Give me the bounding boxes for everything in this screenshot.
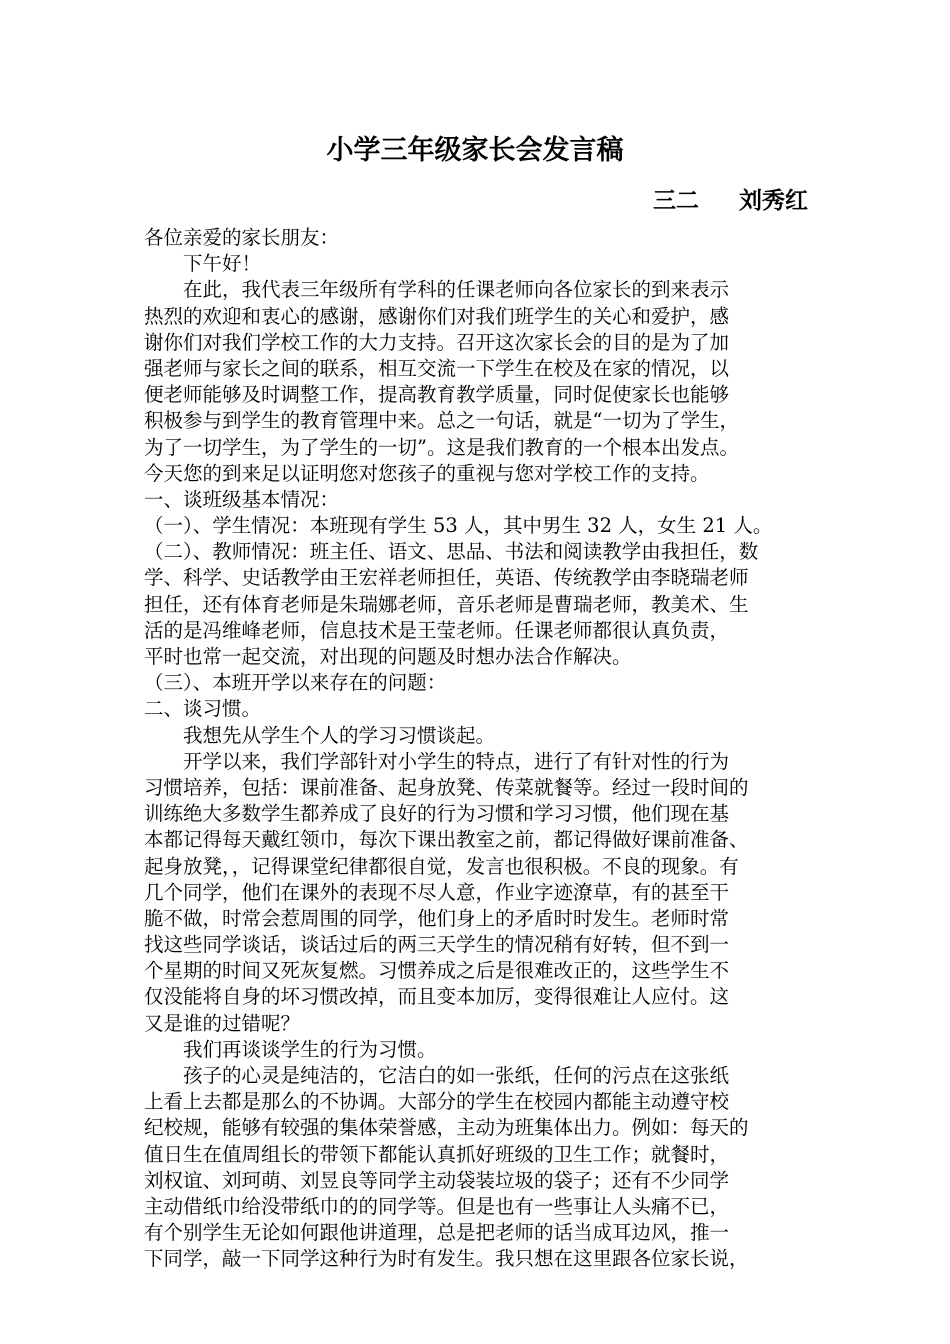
text-line: 一、谈班级基本情况： (144, 487, 340, 511)
text-line: 开学以来，我们学部针对小学生的特点，进行了有针对性的行为 (144, 749, 730, 773)
text-line: 几个同学，他们在课外的表现不尽人意，作业字迹潦草，有的甚至干 (144, 880, 730, 904)
text-line: 谢你们对我们学校工作的大力支持。召开这次家长会的目的是为了加 (144, 330, 730, 354)
text-line: 担任，还有体育老师是朱瑞娜老师，音乐老师是曹瑞老师，教美术、生 (144, 592, 749, 616)
text-line: 仅没能将自身的坏习惯改掉，而且变本加厉，变得很难让人应付。这 (144, 985, 730, 1009)
text-line: 纪校规，能够有较强的集体荣誉感，主动为班集体出力。例如：每天的 (144, 1116, 749, 1140)
text-line: 刘权谊、刘珂萌、刘昱良等同学主动袋装垃圾的袋子；还有不少同学 (144, 1168, 730, 1192)
text-line: 为了一切学生，为了学生的一切”。这是我们教育的一个根本出发点。 (144, 435, 739, 459)
text-line: （三）、本班开学以来存在的问题： (144, 671, 447, 695)
text-line: 上看上去都是那么的不协调。大部分的学生在校园内都能主动遵守校 (144, 1090, 730, 1114)
text-line: 习惯培养，包括：课前准备、起身放凳、传菜就餐等。经过一段时间的 (144, 775, 749, 799)
text-line: 热烈的欢迎和衷心的感谢，感谢你们对我们班学生的关心和爱护，感 (144, 304, 730, 328)
text-line: 下午好！ (144, 252, 262, 276)
text-line: 值日生在值周组长的带领下都能认真抓好班级的卫生工作；就餐时， (144, 1142, 730, 1166)
text-line: 二、谈习惯。 (144, 697, 262, 721)
text-line: 训练绝大多数学生都养成了良好的行为习惯和学习习惯，他们现在基 (144, 802, 730, 826)
text-line: 各位亲爱的家长朋友： (144, 226, 340, 249)
text-line: 脆不做，时常会惹周围的同学，他们身上的矛盾时时发生。老师时常 (144, 906, 730, 930)
text-line: 平时也常一起交流，对出现的问题及时想办法合作解决。 (144, 645, 632, 668)
text-line: 有个别学生无论如何跟他讲道理，总是把老师的话当成耳边风，推一 (144, 1221, 730, 1245)
text-line: 又是谁的过错呢？ (144, 1011, 301, 1035)
text-line: 积极参与到学生的教育管理中来。总之一句话，就是“一切为了学生， (144, 409, 739, 433)
document-title: 小学三年级家长会发言稿 (326, 135, 624, 166)
text-line: 个星期的时间又死灰复燃。习惯养成之后是很难改正的，这些学生不 (144, 959, 730, 983)
text-line: 今天您的到来足以证明您对您孩子的重视与您对学校工作的支持。 (144, 461, 710, 485)
text-line: （一）、学生情况：本班现有学生 53 人，其中男生 32 人，女生 21 人。 (144, 514, 773, 538)
text-line: 本都记得每天戴红领巾，每次下课出教室之前，都记得做好课前准备、 (144, 828, 749, 852)
text-line: 下同学，敲一下同学这种行为时有发生。我只想在这里跟各位家长说， (144, 1247, 749, 1271)
document-author: 三二 刘秀红 (652, 188, 808, 214)
text-line: 我们再谈谈学生的行为习惯。 (144, 1037, 437, 1061)
text-line: 活的是冯维峰老师，信息技术是王莹老师。任课老师都很认真负责， (144, 618, 730, 642)
text-line: 起身放凳，，记得课堂纪律都很自觉，发言也很积极。不良的现象。有 (144, 854, 739, 878)
text-line: 强老师与家长之间的联系，相互交流一下学生在校及在家的情况，以 (144, 356, 730, 380)
text-line: 在此，我代表三年级所有学科的任课老师向各位家长的到来表示 (144, 278, 730, 302)
document-body (144, 225, 824, 1273)
text-line: 主动借纸巾给没带纸巾的的同学等。但是也有一些事让人头痛不已， (144, 1194, 730, 1218)
text-line: 找这些同学谈话，谈话过后的两三天学生的情况稍有好转，但不到一 (144, 933, 730, 957)
text-line: 学、科学、史话教学由王宏祥老师担任，英语、传统教学由李晓瑞老师 (144, 566, 749, 590)
text-line: （二）、教师情况：班主任、语文、思品、书法和阅读教学由我担任，数 (144, 540, 759, 564)
text-line: 我想先从学生个人的学习习惯谈起。 (144, 723, 496, 747)
text-line: 便老师能够及时调整工作，提高教育教学质量，同时促使家长也能够 (144, 383, 730, 407)
text-line: 孩子的心灵是纯洁的，它洁白的如一张纸，任何的污点在这张纸 (144, 1064, 730, 1087)
